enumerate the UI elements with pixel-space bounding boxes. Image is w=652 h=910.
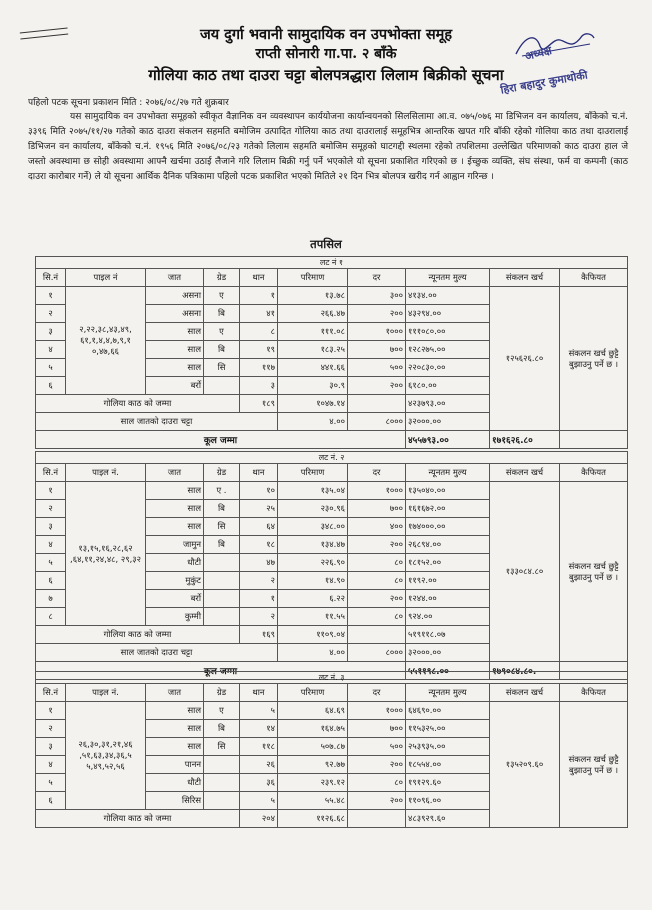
quantity-cell: ४४१.६६ (278, 359, 348, 377)
count-cell: ११७ (240, 359, 278, 377)
count-cell: २ (240, 572, 278, 590)
grade-cell: बि (204, 536, 240, 554)
grade-cell (204, 590, 240, 608)
quantity-cell: १११.०८ (278, 323, 348, 341)
empty-cell (348, 810, 406, 828)
subtotal-quantity: १०४७.१४ (278, 395, 348, 413)
count-cell: ५ (240, 792, 278, 810)
column-header: न्यूनतम मुल्य (406, 269, 490, 287)
grade-cell (204, 608, 240, 626)
column-header: पाइल नं. (66, 464, 146, 482)
lot-title: लट नं. २ (36, 452, 628, 464)
quantity-cell: १३५.०४ (278, 482, 348, 500)
column-header: संकलन खर्च (490, 684, 560, 702)
column-header: परिमाण (278, 269, 348, 287)
serial-cell: ८ (36, 608, 66, 626)
grade-cell: बि (204, 305, 240, 323)
grade-cell: ए (204, 702, 240, 720)
count-cell: ५ (240, 702, 278, 720)
count-cell: ४७ (240, 554, 278, 572)
quantity-cell: ३०.९ (278, 377, 348, 395)
count-cell: १८ (240, 536, 278, 554)
column-header: थान (240, 269, 278, 287)
total-min-price: ५५११९८.०० (406, 662, 490, 680)
min-price-cell: १२४४.०० (406, 590, 490, 608)
quantity-cell: ३४८.०० (278, 518, 348, 536)
rate-cell: ८० (348, 774, 406, 792)
count-cell: २५ (240, 500, 278, 518)
table-row (36, 482, 628, 500)
grade-cell: सि (204, 518, 240, 536)
quantity-cell: १८३.२५ (278, 341, 348, 359)
publication-date: पहिलो पटक सूचना प्रकाशन मिति : २०७६/०८/२७ गते शुक्रबार (28, 98, 229, 108)
subtotal-label: गोलिया काठ को जम्मा (36, 810, 240, 828)
species-cell: पानन (146, 756, 204, 774)
grade-cell: बि (204, 720, 240, 738)
grade-cell: ए . (204, 482, 240, 500)
quantity-cell: २३०.९६ (278, 500, 348, 518)
empty-cell (348, 395, 406, 413)
grade-cell: ए (204, 287, 240, 305)
species-cell: साल (146, 518, 204, 536)
count-cell: १ (240, 590, 278, 608)
min-price-cell: १२८२७५.०० (406, 341, 490, 359)
count-cell: १० (240, 482, 278, 500)
species-cell: सिरिस (146, 792, 204, 810)
count-cell: ४१ (240, 305, 278, 323)
quantity-cell: २३९.१२ (278, 774, 348, 792)
table-row (36, 287, 628, 305)
serial-cell: ६ (36, 792, 66, 810)
remarks-cell: संकलन खर्च छुट्टै बुझाउनु पर्ने छ । (560, 287, 628, 431)
column-header: ग्रेड (204, 464, 240, 482)
rate-cell: ७०० (348, 720, 406, 738)
min-price-cell: ११५३२५.०० (406, 720, 490, 738)
subtotal-min-price: ४८३९२९.६० (406, 810, 490, 828)
serial-cell: ३ (36, 518, 66, 536)
stamp-role: अध्यक्ष (523, 43, 553, 64)
quantity-cell: ५०७.८७ (278, 738, 348, 756)
stamp-name: हिरा बहादुर कुमाथोकी (499, 68, 589, 97)
firewood-label: साल जातको दाउरा चट्टा (36, 413, 278, 431)
total-min-price: ४५५७९३.०० (406, 431, 490, 449)
column-header: पाइल नं. (66, 684, 146, 702)
rate-cell: ३०० (348, 287, 406, 305)
firewood-quantity: ४.०० (278, 413, 348, 431)
species-cell: साल (146, 359, 204, 377)
count-cell: १९ (240, 341, 278, 359)
species-cell: साल (146, 482, 204, 500)
serial-cell: ६ (36, 572, 66, 590)
rate-cell: ८० (348, 572, 406, 590)
min-price-cell: १८५५४.०० (406, 756, 490, 774)
collection-cost-cell: १३३०८४.८० (490, 482, 560, 662)
serial-cell: २ (36, 305, 66, 323)
column-header: सि.नं (36, 684, 66, 702)
species-cell: बर्रो (146, 590, 204, 608)
column-header: सि.नं (36, 269, 66, 287)
min-price-cell: ११९२.०० (406, 572, 490, 590)
grade-cell (204, 774, 240, 792)
subtotal-count: १८९ (240, 395, 278, 413)
column-header: कैफियत (560, 269, 628, 287)
serial-cell: ४ (36, 536, 66, 554)
table-header-row (36, 684, 628, 702)
column-header: दर (348, 684, 406, 702)
subtotal-count: १६९ (240, 626, 278, 644)
min-price-cell: ९२४.०० (406, 608, 490, 626)
rate-cell: ४०० (348, 518, 406, 536)
subtotal-label: गोलिया काठ को जम्मा (36, 395, 240, 413)
column-header: थान (240, 684, 278, 702)
firewood-rate: ८००० (348, 644, 406, 662)
column-header: ग्रेड (204, 684, 240, 702)
serial-cell: ३ (36, 738, 66, 756)
serial-cell: ६ (36, 377, 66, 395)
column-header: दर (348, 269, 406, 287)
serial-cell: ५ (36, 554, 66, 572)
subtotal-min-price: ४२३७९३.०० (406, 395, 490, 413)
grade-cell (204, 756, 240, 774)
column-header: न्यूनतम मुल्य (406, 684, 490, 702)
count-cell: २ (240, 608, 278, 626)
serial-cell: ३ (36, 323, 66, 341)
quantity-cell: १३४.४७ (278, 536, 348, 554)
quantity-cell: १३.७८ (278, 287, 348, 305)
subtotal-quantity: ११२६.६८ (278, 810, 348, 828)
serial-cell: २ (36, 720, 66, 738)
rate-cell: ८० (348, 608, 406, 626)
column-header: संकलन खर्च (490, 269, 560, 287)
notice-paragraph: यस सामुदायिक वन उपभोक्ता समूहको स्वीकृत वैज्ञानिक वन व्यवस्थापन कार्ययोजना कार्यान्वयनको सिलसिलामा आ.व. ०७५/०७६ मा डिभिजन वन कार्यालय, बाँकेको च.नं. ३३९६ मिति २०७५/११/२७ गतेको काठ दाउरा संकलन सहमति बमोजिम उत्पादित गोलिया काठ तथा दाउरालाई समूहभित्र आन्तरिक खपत गरि बाँकी रहेको गोलिया काठ तथा दाउरालाई डिभिजन वन कार्यालय, बाँकेको च.नं. १९५६ मिति २०७६/०८/२३ गतेको लिलाम सहमति बमोजिम समूहको घाटगद्दी स्थलमा रहेको तपशिलमा उल्लेखित परिमाणको काठ दाउरा हाल जे जस्तो अवस्थामा छ सोही अवस्थामा आफ्नै खर्चमा उठाई लैजाने गरि लिलाम बिक्री गर्नु पर्ने भएकोले यो सूचना प्रकाशित गरिएको छ । ईच्छुक व्यक्ति, संघ संस्था, फर्म वा कम्पनी (काठ दाउरा कारोबार गर्ने) ले यो सूचना आर्थिक दैनिक पत्रिकामा पहिलो पटक प्रकाशित भएको मितिले २१ दिन भित्र बोलपत्र खरीद गर्न आह्वान गरिन्छ । (28, 112, 628, 182)
min-price-cell: २५३९३५.०० (406, 738, 490, 756)
details-heading: तपसिल (310, 237, 342, 251)
notice-title: गोलिया काठ तथा दाउरा चट्टा बोलपत्रद्धारा लिलाम बिक्रीको सूचना (148, 66, 504, 84)
species-cell: साल (146, 323, 204, 341)
min-price-cell: १३५०४०.०० (406, 482, 490, 500)
rate-cell: २०० (348, 377, 406, 395)
rate-cell: २०० (348, 756, 406, 774)
rate-cell: १००० (348, 702, 406, 720)
firewood-min-price: ३२०००.०० (406, 413, 490, 431)
quantity-cell: ११.५५ (278, 608, 348, 626)
species-cell: धौटी (146, 774, 204, 792)
total-collection-cost: १७१६२६.८० (490, 431, 560, 449)
table-header-row (36, 269, 628, 287)
species-cell: साल (146, 720, 204, 738)
empty-cell (560, 431, 628, 449)
quantity-cell: ९२.७७ (278, 756, 348, 774)
min-price-cell: १९१२९.६० (406, 774, 490, 792)
serial-cell: ४ (36, 756, 66, 774)
collection-cost-cell: १३५२०९.६० (490, 702, 560, 828)
grade-cell (204, 377, 240, 395)
species-cell: साल (146, 702, 204, 720)
empty-cell (348, 626, 406, 644)
column-header: पाइल नं (66, 269, 146, 287)
rate-cell: ७०० (348, 500, 406, 518)
min-price-cell: १७४०००.०० (406, 518, 490, 536)
serial-cell: ५ (36, 359, 66, 377)
count-cell: ११८ (240, 738, 278, 756)
signature-stamp (470, 30, 630, 110)
serial-cell: ५ (36, 774, 66, 792)
species-cell: साल (146, 341, 204, 359)
pile-numbers-cell: २,२२,३८,४३,४९, ६१,१,४,४,७,९,१ ०,४७,६६ (66, 287, 146, 395)
serial-cell: १ (36, 482, 66, 500)
species-cell: मुकुंट (146, 572, 204, 590)
serial-cell: १ (36, 287, 66, 305)
serial-cell: ४ (36, 341, 66, 359)
total-row (36, 431, 628, 449)
quantity-cell: १४.९० (278, 572, 348, 590)
rate-cell: १००० (348, 323, 406, 341)
species-cell: धौटी (146, 554, 204, 572)
min-price-cell: १६१६७२.०० (406, 500, 490, 518)
species-cell: जामुन (146, 536, 204, 554)
column-header: परिमाण (278, 464, 348, 482)
grade-cell: सि (204, 359, 240, 377)
min-price-cell: ११०९६.०० (406, 792, 490, 810)
serial-cell: ७ (36, 590, 66, 608)
quantity-cell: ६.२२ (278, 590, 348, 608)
subtotal-quantity: ११०९.०४ (278, 626, 348, 644)
rate-cell: २०० (348, 590, 406, 608)
notice-body (28, 110, 628, 185)
column-header: जात (146, 464, 204, 482)
column-header: जात (146, 684, 204, 702)
firewood-label: साल जातको दाउरा चट्टा (36, 644, 278, 662)
min-price-cell: २२०८३०.०० (406, 359, 490, 377)
subtotal-min-price: ५१९११८.०७ (406, 626, 490, 644)
table-row (36, 702, 628, 720)
species-cell: कुम्मी (146, 608, 204, 626)
grade-cell (204, 572, 240, 590)
grade-cell: ए (204, 323, 240, 341)
min-price-cell: २६८९४.०० (406, 536, 490, 554)
org-address: राप्ती सोनारी गा.पा. २ बाँके (255, 46, 397, 62)
rate-cell: ७०० (348, 341, 406, 359)
total-label: कूल जम्मा (36, 431, 406, 449)
grade-cell: सि (204, 738, 240, 756)
column-header: कैफियत (560, 464, 628, 482)
rate-cell: ८० (348, 554, 406, 572)
count-cell: २६ (240, 756, 278, 774)
species-cell: साल (146, 500, 204, 518)
rate-cell: २०० (348, 792, 406, 810)
rate-cell: ५०० (348, 738, 406, 756)
rate-cell: २०० (348, 305, 406, 323)
column-header: न्यूनतम मुल्य (406, 464, 490, 482)
serial-cell: २ (36, 500, 66, 518)
column-header: ग्रेड (204, 269, 240, 287)
species-cell: असना (146, 305, 204, 323)
lot-table (35, 256, 628, 449)
column-header: परिमाण (278, 684, 348, 702)
firewood-rate: ८००० (348, 413, 406, 431)
column-header: कैफियत (560, 684, 628, 702)
pile-numbers-cell: २६,३०,३१,२१,४६ ,५१,६३,३४,३६,५ ५,४९,५२,५६ (66, 702, 146, 810)
subtotal-count: २०४ (240, 810, 278, 828)
lot-table (35, 451, 628, 680)
count-cell: ३६ (240, 774, 278, 792)
firewood-min-price: ३२०००.०० (406, 644, 490, 662)
min-price-cell: १११०८०.०० (406, 323, 490, 341)
total-label: कूल जम्मा (36, 662, 406, 680)
min-price-cell: ६४६९०.०० (406, 702, 490, 720)
rate-cell: १००० (348, 482, 406, 500)
total-collection-cost: १७९०८४.८०. (490, 662, 560, 680)
min-price-cell: १८१५२.०० (406, 554, 490, 572)
org-title: जय दुर्गा भवानी सामुदायिक वन उपभोक्ता समूह (199, 26, 453, 43)
quantity-cell: ५५.४८ (278, 792, 348, 810)
remarks-cell: संकलन खर्च छुट्टै बुझाउनु पर्ने छ । (560, 482, 628, 662)
species-cell: साल (146, 738, 204, 756)
serial-cell: १ (36, 702, 66, 720)
quantity-cell: २२६.९० (278, 554, 348, 572)
grade-cell (204, 792, 240, 810)
pile-numbers-cell: १३,१५,१६,२८,६२ ,६४,११,२४,४८, २९,३२ (66, 482, 146, 626)
column-header: थान (240, 464, 278, 482)
count-cell: ८ (240, 323, 278, 341)
count-cell: ३ (240, 377, 278, 395)
remarks-cell: संकलन खर्च छुट्टै बुझाउनु पर्ने छ । (560, 702, 628, 828)
count-cell: १४ (240, 720, 278, 738)
subtotal-label: गोलिया काठ को जम्मा (36, 626, 240, 644)
firewood-quantity: ४.०० (278, 644, 348, 662)
lot-title: लट नं १ (36, 257, 628, 269)
lot-title: लट नं. ३ (36, 672, 628, 684)
column-header: दर (348, 464, 406, 482)
rate-cell: २०० (348, 536, 406, 554)
min-price-cell: ४१३४.०० (406, 287, 490, 305)
grade-cell: बि (204, 341, 240, 359)
quantity-cell: १६४.७५ (278, 720, 348, 738)
column-header: सि.नं (36, 464, 66, 482)
species-cell: बर्रो (146, 377, 204, 395)
min-price-cell: ६१८०.०० (406, 377, 490, 395)
rate-cell: ५०० (348, 359, 406, 377)
lot-table (35, 671, 628, 828)
collection-cost-cell: १२५६२६.८० (490, 287, 560, 431)
grade-cell (204, 554, 240, 572)
grade-cell: बि (204, 500, 240, 518)
table-header-row (36, 464, 628, 482)
species-cell: असना (146, 287, 204, 305)
column-header: जात (146, 269, 204, 287)
column-header: संकलन खर्च (490, 464, 560, 482)
count-cell: ६४ (240, 518, 278, 536)
quantity-cell: ६४.६९ (278, 702, 348, 720)
quantity-cell: २६६.४७ (278, 305, 348, 323)
count-cell: १ (240, 287, 278, 305)
min-price-cell: ४३२९४.०० (406, 305, 490, 323)
